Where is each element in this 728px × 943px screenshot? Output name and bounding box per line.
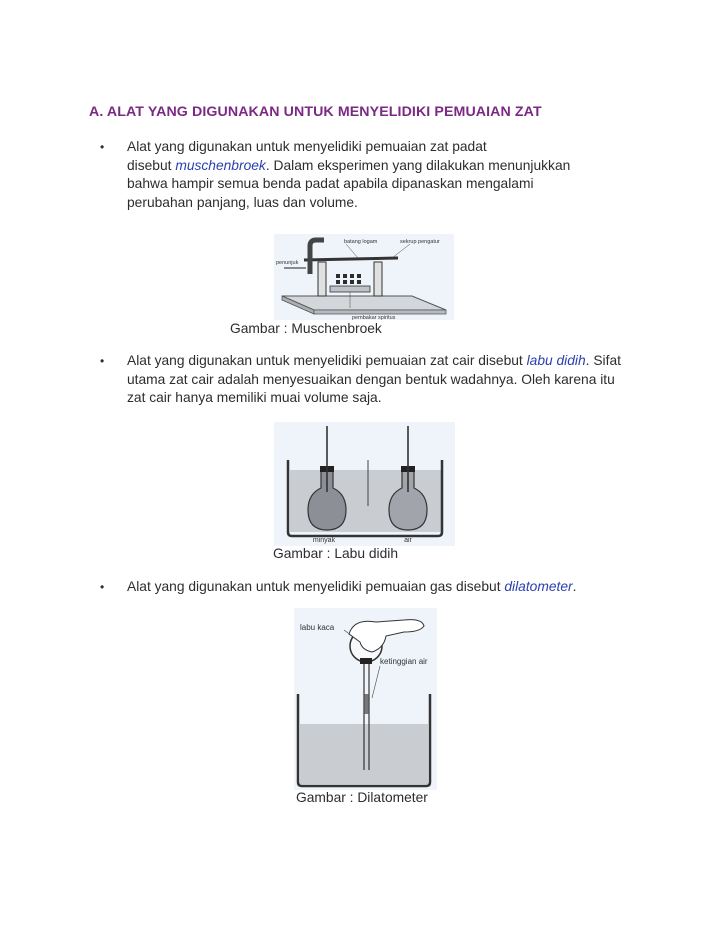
solid-line-1: Alat yang digunakan untuk menyelidiki pemuaian zat padat (127, 139, 487, 154)
solid-line-2 (127, 157, 570, 176)
solid-line-4: perubahan panjang, luas dan volume. (127, 194, 358, 210)
bullet-marker: • (100, 140, 105, 154)
bullet-marker: • (100, 580, 105, 594)
caption-muschenbroek: Gambar : Muschenbroek (230, 321, 382, 336)
solid-line-3: bahwa hampir semua benda padat apabila dipanaskan mengalami (127, 176, 534, 191)
term-labu-didih: labu didih (526, 353, 586, 368)
solid-line-2-pre: disebut (127, 157, 176, 173)
gas-line-1 (127, 578, 576, 597)
label-labu-kaca: labu kaca (300, 623, 335, 632)
liquid-line-2: utama zat cair adalah menyesuaikan dengan bentuk wadahnya. Oleh karena itu (127, 371, 615, 387)
bullet-marker: • (100, 354, 105, 368)
liquid-line-3: zat cair hanya memiliki muai volume saja. (127, 390, 382, 405)
labu-didih-figure (274, 422, 455, 546)
caption-labu-didih: Gambar : Labu didih (273, 546, 399, 561)
label-pointer: penunjuk (276, 260, 299, 266)
label-ketinggian-air: ketinggian air (380, 657, 428, 666)
dilatometer-figure (294, 608, 437, 790)
term-muschenbroek: muschenbroek (175, 157, 266, 173)
label-rod: batang logam (344, 239, 378, 245)
paragraph-liquid (100, 352, 621, 408)
gas-line-1-post: . (572, 579, 577, 594)
liquid-line-1 (127, 352, 621, 371)
label-clip: sekrup pengatur (400, 239, 440, 245)
paragraph-solid (100, 138, 571, 212)
liquid-line-1-pre: Alat yang digunakan untuk menyelidiki pemuaian zat cair disebut (127, 353, 527, 368)
gas-line-1-pre: Alat yang digunakan untuk menyelidiki pemuaian gas disebut (127, 579, 505, 594)
solid-line-2-post: . Dalam eksperimen yang dilakukan menunjukkan (265, 157, 571, 173)
muschenbroek-figure (274, 234, 454, 320)
term-dilatometer: dilatometer (504, 579, 573, 594)
liquid-line-1-post: . Sifat (585, 353, 621, 368)
label-minyak: minyak (312, 537, 336, 544)
paragraph-gas (100, 578, 577, 597)
caption-dilatometer: Gambar : Dilatometer (296, 790, 428, 805)
label-burner: pembakar spiritus (352, 315, 396, 320)
label-air: air (404, 537, 412, 544)
section-heading: A. ALAT YANG DIGUNAKAN UNTUK MENYELIDIKI PEMUAIAN ZAT (89, 104, 542, 120)
